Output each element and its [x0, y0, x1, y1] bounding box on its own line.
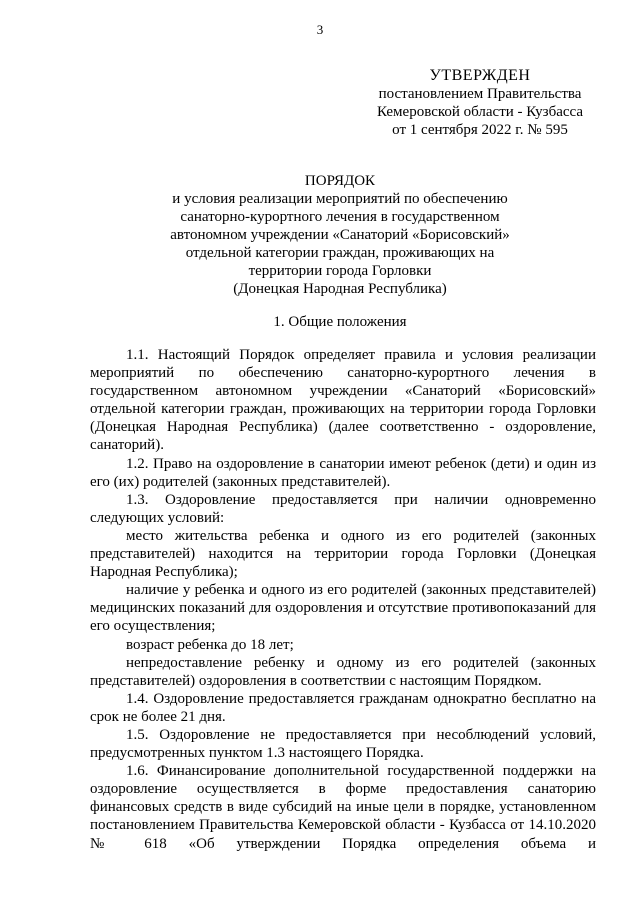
title-line-4: отдельной категории граждан, проживающих на	[185, 245, 495, 261]
title-heading: ПОРЯДОК	[304, 173, 376, 189]
paragraph-1-4: 1.4. Оздоровление предоставляется гражданам однократно бесплатно на срок не более 21 дня.	[90, 690, 596, 725]
document-body	[90, 346, 596, 853]
section-heading: 1. Общие положения	[273, 314, 407, 330]
approval-stamp	[360, 67, 600, 139]
title-line-5: территории города Горловки	[248, 263, 432, 279]
paragraph-1-1: 1.1. Настоящий Порядок определяет правила и условия реализации мероприятий по обеспечению санаторно-курортного лечения в государственном автономном учреждении «Санаторий «Борисовский» отдельной категории граждан, проживающих на территории города Горловки (Донецкая Народная Республика) (далее соответственно - оздоровление, санаторий).	[90, 347, 596, 454]
approval-line-4: от 1 сентября 2022 г. № 595	[392, 122, 568, 138]
approval-line-2: постановлением Правительства	[378, 86, 582, 102]
document-title	[150, 172, 530, 298]
approval-title: УТВЕРЖДЕН	[429, 67, 531, 84]
paragraph-1-3: 1.3. Оздоровление предоставляется при наличии одновременно следующих условий:	[90, 491, 596, 526]
page-number: 3	[316, 22, 324, 37]
paragraph-1-5: 1.5. Оздоровление не предоставляется при несоблюдений условий, предусмотренных пунктом 1.3 настоящего Порядка.	[90, 726, 596, 762]
paragraph-1-2: 1.2. Право на оздоровление в санатории имеют ребенок (дети) и один из его (их) родителей (законных представителей).	[90, 455, 596, 490]
condition-residence: место жительства ребенка и одного из его родителей (законных представителей) находится на территории города Горловки (Донецкая Народная Республика);	[90, 527, 596, 581]
paragraph-1-6: 1.6. Финансирование дополнительной государственной поддержки на оздоровление осуществляется в форме предоставления санаторию финансовых средств в виде субсидий на иные цели в порядке, установленном постановлением Правительства Кемеровской области - Кузбасса от 14.10.2020 № 618 «Об утверждении Порядка определения объема и	[90, 763, 596, 852]
approval-line-3: Кемеровской области - Кузбасса	[376, 104, 584, 120]
title-line-3: автономном учреждении «Санаторий «Борисовский»	[170, 227, 510, 243]
title-line-2: санаторно-курортного лечения в государственном	[180, 209, 500, 225]
condition-not-provided: непредоставление ребенку и одному из его родителей (законных представителей) оздоровления в соответствии с настоящим Порядком.	[90, 654, 596, 689]
title-line-1: и условия реализации мероприятий по обеспечению	[172, 191, 508, 207]
title-line-6: (Донецкая Народная Республика)	[233, 281, 447, 297]
condition-age: возраст ребенка до 18 лет;	[126, 636, 294, 653]
condition-medical: наличие у ребенка и одного из его родителей (законных представителей) медицинских показаний для оздоровления и отсутствие противопоказаний для его осуществления;	[90, 582, 596, 635]
